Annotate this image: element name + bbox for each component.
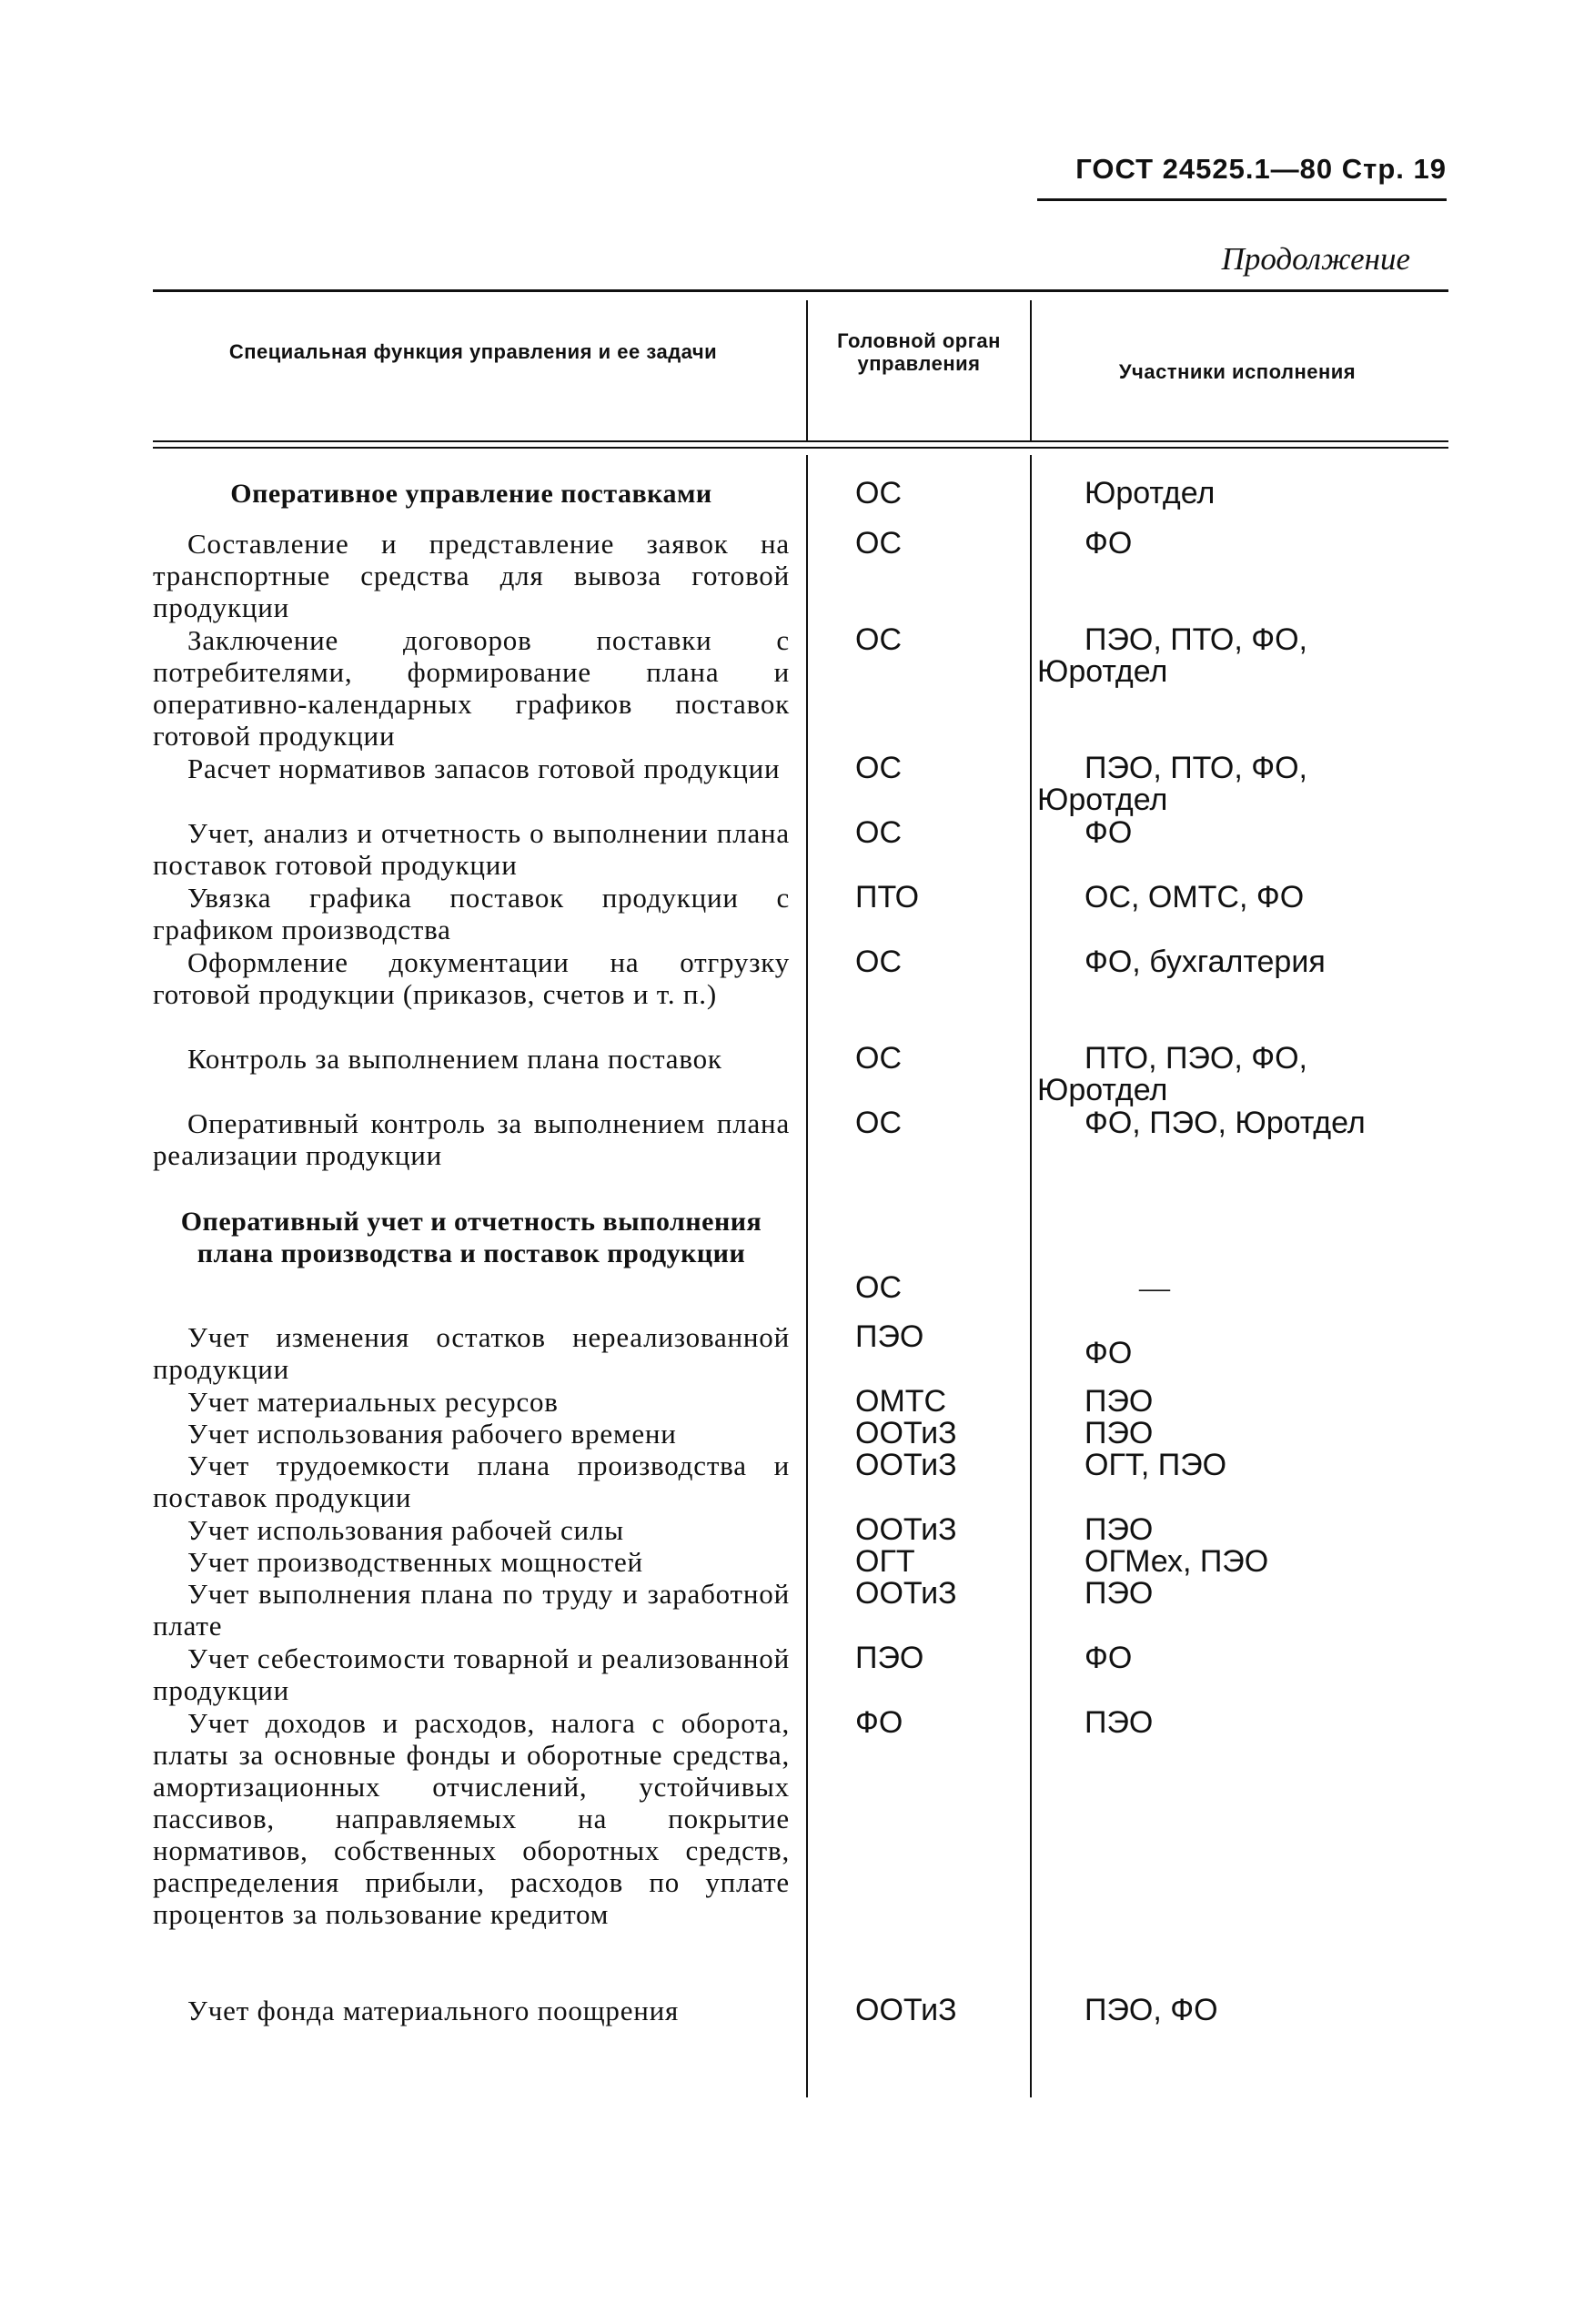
- head-body-cell: ОС: [855, 1270, 902, 1305]
- head-body-cell: ООТиЗ: [855, 1512, 957, 1547]
- participants-cell: ФО: [1085, 1641, 1133, 1675]
- task-cell: Учет трудоемкости плана производства и поставок продукции: [153, 1450, 790, 1513]
- task-cell: Контроль за выполнением плана поставок: [187, 1043, 722, 1075]
- head-body-cell: ОС: [855, 622, 902, 657]
- task-cell: Учет, анализ и отчетность о выполнении плана поставок готовой продукции: [153, 817, 790, 881]
- participants-cell: ПЭО: [1085, 1512, 1154, 1547]
- column-divider-2: [1030, 455, 1032, 2097]
- head-body-cell: ОМТС: [855, 1384, 947, 1419]
- participants-cell: ПЭО: [1085, 1384, 1154, 1419]
- task-cell: Оперативный контроль за выполнением плана реализации продукции: [153, 1107, 790, 1171]
- head-body-cell: ОС: [855, 945, 902, 979]
- section-title: Оперативное управление поставками: [230, 479, 712, 509]
- task-cell: Учет использования рабочего времени: [187, 1418, 677, 1450]
- column-header-function: Специальная функция управления и ее задачи: [228, 340, 718, 363]
- participants-cell: ПЭО: [1085, 1416, 1154, 1450]
- head-body-cell: ОС: [855, 751, 902, 785]
- task-cell: Составление и представление заявок на транспортные средства для вывоза готовой продукции: [153, 528, 790, 623]
- participants-cell: Юротдел: [1085, 476, 1216, 510]
- table-header-rule-2: [153, 447, 1448, 449]
- head-body-cell: ПЭО: [855, 1319, 924, 1354]
- head-body-cell: ОГТ: [855, 1544, 915, 1579]
- participants-cell: ОС, ОМТС, ФО: [1085, 880, 1305, 914]
- task-cell: Учет материальных ресурсов: [187, 1386, 559, 1418]
- head-body-cell: ООТиЗ: [855, 1416, 957, 1450]
- task-cell: Оформление документации на отгрузку готовой продукции (приказов, счетов и т. п.): [153, 946, 790, 1010]
- task-cell: Учет фонда материального поощрения: [187, 1995, 680, 2026]
- participants-cell: ФО: [1085, 1336, 1133, 1370]
- table-header-rule-1: [153, 440, 1448, 442]
- participants-cell: ОГТ, ПЭО: [1085, 1448, 1227, 1482]
- header-rule: [1037, 198, 1447, 201]
- column-divider-head-1: [806, 300, 808, 440]
- section-title: Оперативный учет и отчетность выполнения плана производства и поставок продукции: [180, 1207, 762, 1268]
- task-cell: Учет производственных мощностей: [187, 1546, 643, 1578]
- head-body-cell: ООТиЗ: [855, 1448, 957, 1482]
- column-divider-head-2: [1030, 300, 1032, 440]
- continuation-label: Продолжение: [1221, 241, 1410, 277]
- task-cell: Заключение договоров поставки с потребителями, формирование плана и оперативно-календарных графиков поставок готовой продукции: [153, 624, 790, 752]
- participants-cell: ФО: [1085, 526, 1133, 561]
- head-body-cell: ОС: [855, 526, 902, 561]
- participants-cell: ФО: [1085, 815, 1133, 850]
- participants-cell: ФО, ПЭО, Юротдел: [1085, 1106, 1366, 1140]
- task-cell: Учет доходов и расходов, налога с оборота, платы за основные фонды и оборотные средства, амортизационных отчислений, устойчивых пассивов, направляемых на покрытие нормативов, собственных оборотных средств, распределения прибыли, расходов по уплате процентов за пользование кредитом: [153, 1707, 790, 1930]
- head-body-cell: ОС: [855, 476, 902, 510]
- participants-cell: ОГМех, ПЭО: [1085, 1544, 1269, 1579]
- head-body-cell: ООТиЗ: [855, 1576, 957, 1611]
- column-header-head-body: Головной орган управления: [837, 329, 1001, 375]
- participants-cell: ПТО, ПЭО, ФО, Юротдел: [1037, 1041, 1307, 1107]
- participants-cell: ПЭО: [1085, 1576, 1154, 1611]
- participants-cell: —: [1139, 1271, 1170, 1305]
- column-header-participants: Участники исполнения: [1118, 360, 1357, 383]
- participants-cell: ПЭО, ПТО, ФО, Юротдел: [1037, 622, 1307, 689]
- head-body-cell: ФО: [855, 1705, 903, 1740]
- column-divider-1: [806, 455, 808, 2097]
- standard-reference: ГОСТ 24525.1—80 Стр. 19: [1075, 153, 1447, 185]
- task-cell: Учет себестоимости товарной и реализованной продукции: [153, 1642, 790, 1706]
- head-body-cell: ПТО: [855, 880, 920, 914]
- head-body-cell: ОС: [855, 1041, 902, 1076]
- task-cell: Учет изменения остатков нереализованной продукции: [153, 1321, 790, 1385]
- table-top-rule: [153, 289, 1448, 292]
- participants-cell: ПЭО, ПТО, ФО, Юротдел: [1037, 751, 1307, 817]
- head-body-cell: ОС: [855, 1106, 902, 1140]
- participants-cell: ПЭО, ФО: [1085, 1993, 1218, 2027]
- task-cell: Расчет нормативов запасов готовой продукции: [187, 753, 781, 784]
- task-cell: Учет использования рабочей силы: [187, 1514, 624, 1546]
- participants-cell: ПЭО: [1085, 1705, 1154, 1740]
- task-cell: Учет выполнения плана по труду и заработной плате: [153, 1578, 790, 1642]
- head-body-cell: ПЭО: [855, 1641, 924, 1675]
- head-body-cell: ООТиЗ: [855, 1993, 957, 2027]
- head-body-cell: ОС: [855, 815, 902, 850]
- task-cell: Увязка графика поставок продукции с графиком производства: [153, 882, 790, 945]
- participants-cell: ФО, бухгалтерия: [1085, 945, 1326, 979]
